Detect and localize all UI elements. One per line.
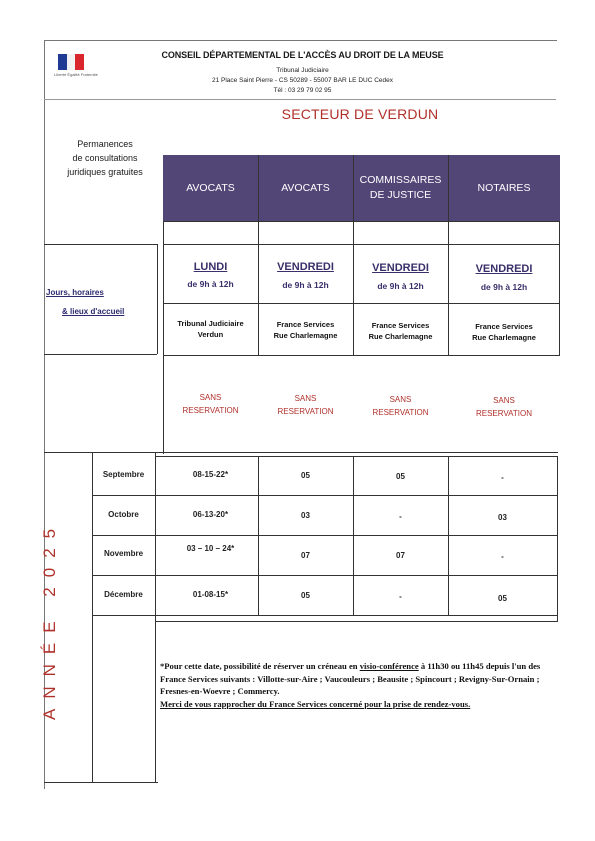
grid-line bbox=[44, 244, 157, 245]
cell-nov-col1: 03 – 10 – 24* bbox=[186, 544, 235, 553]
booking-line: RESERVATION bbox=[372, 408, 429, 417]
place-col-1 bbox=[163, 318, 258, 340]
header-organization: Tribunal Judiciaire bbox=[276, 67, 329, 74]
logo-caption: Liberté Égalité Fraternité bbox=[54, 72, 98, 77]
grid-line bbox=[155, 621, 557, 622]
footnote-text: à 11h30 ou 11h45 depuis l'un des France Services suivants : Villotte-sur-Aire ; Vaucouleurs ; Beausite ; Spincourt ; Revigny-Sur-Ornain ; Fresnes-en-Woevre ; Commercy. bbox=[160, 661, 541, 696]
place-line: France Services bbox=[475, 322, 533, 331]
cell-oct-col4: 03 bbox=[498, 513, 507, 522]
place-line: Rue Charlemagne bbox=[472, 333, 536, 342]
day-col-4: VENDREDI bbox=[475, 263, 533, 275]
booking-col-4 bbox=[448, 394, 560, 420]
month-novembre: Novembre bbox=[103, 549, 144, 558]
header-line: DE JUSTICE bbox=[369, 189, 432, 201]
grid-line bbox=[163, 303, 560, 304]
booking-col-2 bbox=[258, 392, 353, 418]
header-address: 21 Place Saint Pierre - CS 50289 - 55007 BAR LE DUC Cedex bbox=[211, 77, 393, 84]
place-line: France Services bbox=[276, 320, 335, 329]
hours-col-4: de 9h à 12h bbox=[480, 282, 528, 292]
grid-line bbox=[44, 354, 157, 355]
place-line: Tribunal Judiciaire bbox=[177, 319, 244, 328]
hours-col-2: de 9h à 12h bbox=[282, 280, 329, 290]
year-label: ANNÉE 2025 bbox=[40, 518, 59, 720]
hours-col-3: de 9h à 12h bbox=[377, 281, 424, 291]
header-phone: Tél : 03 29 79 02 95 bbox=[273, 87, 332, 94]
booking-line: RESERVATION bbox=[182, 406, 239, 415]
place-line: France Services bbox=[371, 321, 430, 330]
cell-oct-col1: 06-13-20* bbox=[192, 510, 229, 519]
month-decembre: Décembre bbox=[104, 590, 143, 599]
place-col-2 bbox=[258, 319, 353, 341]
grid-line bbox=[92, 535, 557, 536]
cell-nov-col2: 07 bbox=[301, 551, 310, 560]
left-label-places: & lieux d'accueil bbox=[62, 307, 125, 316]
footnote bbox=[160, 660, 560, 710]
place-line: Verdun bbox=[197, 330, 224, 339]
grid-line bbox=[44, 782, 158, 783]
cell-oct-col3: - bbox=[399, 512, 402, 521]
cell-dec-col3: - bbox=[399, 592, 402, 601]
booking-col-1 bbox=[163, 391, 258, 417]
booking-line: RESERVATION bbox=[277, 407, 334, 416]
grid-line bbox=[163, 221, 560, 222]
place-line: Rue Charlemagne bbox=[368, 332, 433, 341]
grid-line bbox=[92, 495, 557, 496]
cell-dec-col1: 01-08-15* bbox=[192, 590, 229, 599]
intro-line: juridiques gratuites bbox=[67, 167, 143, 177]
intro-line: Permanences bbox=[77, 139, 133, 149]
grid-line bbox=[163, 355, 560, 356]
cell-nov-col3: 07 bbox=[396, 551, 405, 560]
republique-francaise-logo bbox=[58, 54, 84, 70]
grid-line bbox=[92, 615, 557, 616]
grid-line bbox=[157, 244, 158, 354]
footnote-closing: Merci de vous rapprocher du France Services concerné pour la prise de rendez-vous. bbox=[160, 698, 471, 709]
intro-text bbox=[46, 137, 164, 179]
booking-line: SANS bbox=[389, 395, 412, 404]
left-label-hours: Jours, horaires bbox=[46, 288, 104, 297]
booking-line: SANS bbox=[199, 393, 222, 402]
grid-line bbox=[155, 456, 557, 457]
cell-dec-col2: 05 bbox=[301, 591, 310, 600]
grid-line bbox=[92, 575, 557, 576]
booking-col-3 bbox=[353, 393, 448, 419]
header-notaires: NOTAIRES bbox=[477, 181, 531, 194]
month-septembre: Septembre bbox=[102, 470, 145, 479]
day-col-3: VENDREDI bbox=[372, 262, 429, 274]
cell-sep-col3: 05 bbox=[396, 472, 405, 481]
day-col-1: LUNDI bbox=[193, 261, 228, 273]
footnote-text: *Pour cette date, possibilité de réserver un créneau en bbox=[160, 661, 360, 671]
header-divider bbox=[44, 99, 556, 100]
sector-title: SECTEUR DE VERDUN bbox=[281, 106, 439, 122]
day-col-2: VENDREDI bbox=[277, 261, 334, 273]
cell-sep-col1: 08-15-22* bbox=[192, 470, 229, 479]
header-line: COMMISSAIRES bbox=[359, 174, 442, 186]
place-line: Rue Charlemagne bbox=[273, 331, 338, 340]
grid-line bbox=[163, 244, 560, 245]
cell-nov-col4: - bbox=[501, 552, 504, 561]
cell-oct-col2: 03 bbox=[301, 511, 310, 520]
header-avocats-2: AVOCATS bbox=[281, 181, 330, 194]
document-title: CONSEIL DÉPARTEMENTAL DE L'ACCÈS AU DROIT DE LA MEUSE bbox=[161, 50, 444, 60]
hours-col-1: de 9h à 12h bbox=[187, 279, 234, 289]
header-commissaires bbox=[353, 155, 448, 221]
footnote-visio: visio-conférence bbox=[359, 661, 419, 671]
grid-line bbox=[557, 456, 558, 622]
booking-line: SANS bbox=[294, 394, 317, 403]
cell-sep-col4: - bbox=[501, 473, 504, 482]
grid-line bbox=[92, 452, 93, 782]
place-col-3 bbox=[353, 320, 448, 342]
cell-sep-col2: 05 bbox=[301, 471, 310, 480]
booking-line: SANS bbox=[493, 396, 515, 405]
grid-line bbox=[155, 452, 156, 782]
place-col-4 bbox=[448, 321, 560, 343]
month-octobre: Octobre bbox=[108, 510, 139, 519]
intro-line: de consultations bbox=[72, 153, 138, 163]
grid-line bbox=[44, 452, 558, 453]
cell-dec-col4: 05 bbox=[498, 594, 507, 603]
header-avocats-1: AVOCATS bbox=[186, 181, 235, 194]
booking-line: RESERVATION bbox=[475, 409, 532, 418]
